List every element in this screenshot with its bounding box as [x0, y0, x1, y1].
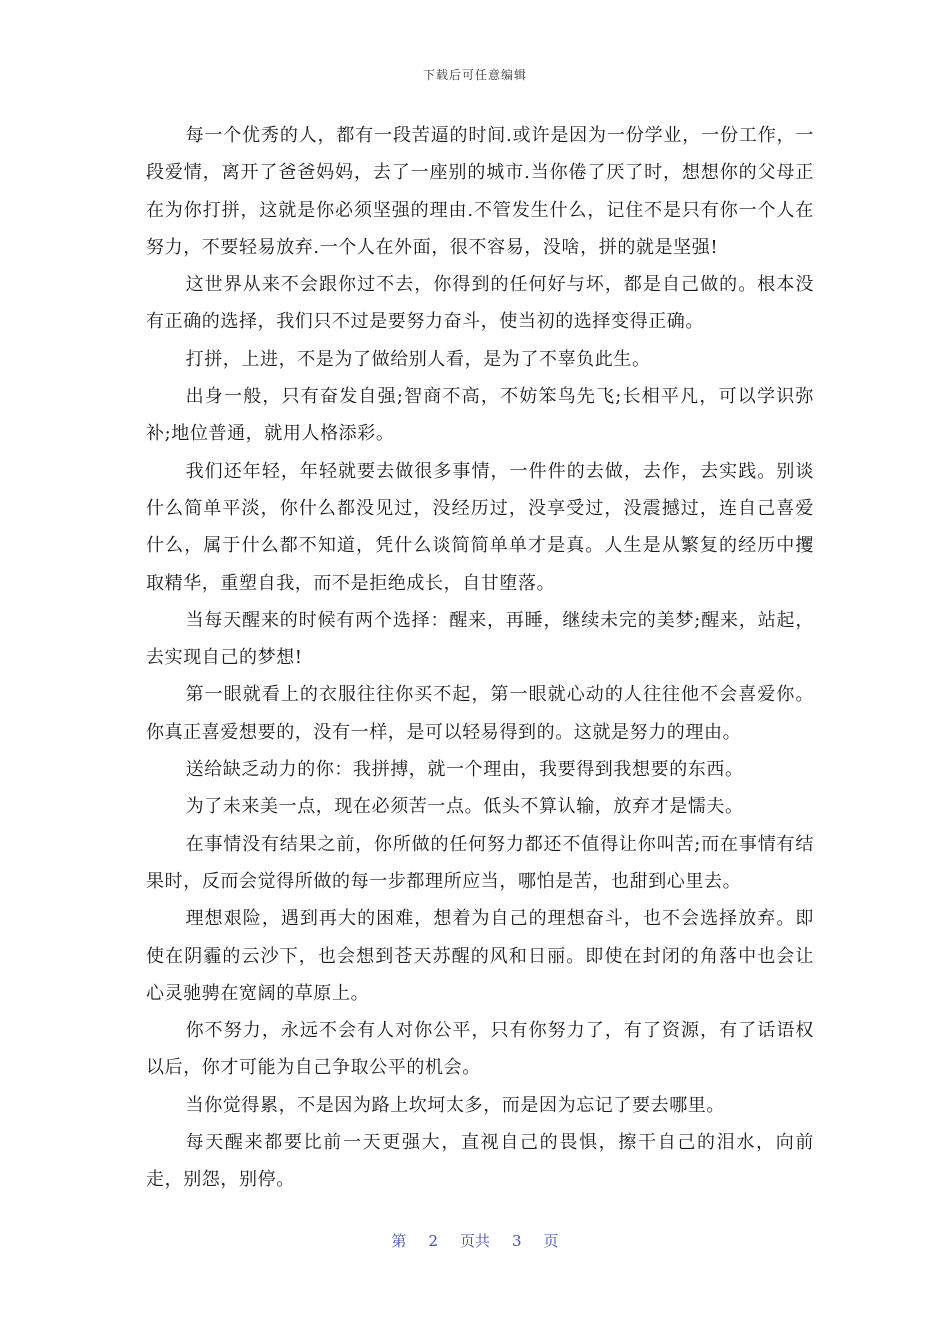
- paragraph: 打拼，上进，不是为了做给别人看，是为了不辜负此生。: [185, 348, 651, 370]
- page-number-footer: [0, 1230, 950, 1251]
- paragraph: 每天醒来都要比前一天更强大，直视自己的畏惧，擦干自己的泪水，向前走，别怨，别停。: [146, 1132, 814, 1191]
- paragraph: 出身一般，只有奋发自强;智商不高，不妨笨鸟先飞;长相平凡，可以学识弥补;地位普通，就用人格添彩。: [146, 386, 814, 445]
- current-page-number: 2: [428, 1232, 438, 1250]
- paragraph: 我们还年轻，年轻就要去做很多事情，一件件的去做，去作，去实践。别谈什么简单平淡，你什么都没见过，没经历过，没享受过，没震撼过，连自己喜爱什么，属于什么都不知道，凭什么谈简简单单才是真。人生是从繁复的经历中攫取精华，重塑自我，而不是拒绝成长，自甘堕落。: [146, 460, 814, 594]
- footer-suffix: 页: [543, 1232, 559, 1250]
- footer-middle: 页共: [459, 1232, 490, 1250]
- document-body: [146, 117, 814, 1199]
- paragraph: 理想艰险，遇到再大的困难，想着为自己的理想奋斗，也不会选择放弃。即使在阴霾的云沙下，也会想到苍天苏醒的风和日丽。即使在封闭的角落中也会让心灵驰骋在宽阔的草原上。: [146, 908, 814, 1004]
- paragraph: 每一个优秀的人，都有一段苦逼的时间.或许是因为一份学业，一份工作，一段爱情，离开了爸爸妈妈，去了一座别的城市.当你倦了厌了时，想想你的父母正在为你打拼，这就是你必须坚强的理由.不管发生什么，记住不是只有你一个人在努力，不要轻易放弃.一个人在外面，很不容易，没啥，拼的就是坚强!: [146, 125, 814, 258]
- footer-prefix: 第: [391, 1232, 407, 1250]
- paragraph: 当你觉得累，不是因为路上坎坷太多，而是因为忘记了要去哪里。: [185, 1094, 725, 1116]
- page-header: 下载后可任意编辑: [422, 68, 527, 82]
- paragraph: 第一眼就看上的衣服往往你买不起，第一眼就心动的人往往他不会喜爱你。你真正喜爱想要的，没有一样，是可以轻易得到的。这就是努力的理由。: [146, 684, 814, 743]
- paragraph: 当每天醒来的时候有两个选择：醒来，再睡，继续未完的美梦;醒来，站起，去实现自己的梦想!: [146, 609, 814, 669]
- paragraph: 这世界从来不会跟你过不去，你得到的任何好与坏，都是自己做的。根本没有正确的选择，我们只不过是要努力奋斗，使当初的选择变得正确。: [146, 274, 814, 333]
- paragraph: 为了未来美一点，现在必须苦一点。低头不算认输，放弃才是懦夫。: [185, 796, 744, 818]
- paragraph: 送给缺乏动力的你：我拼搏，就一个理由，我要得到我想要的东西。: [185, 759, 744, 781]
- paragraph: 在事情没有结果之前，你所做的任何努力都还不值得让你叫苦;而在事情有结果时，反而会觉得所做的每一步都理所应当，哪怕是苦，也甜到心里去。: [146, 833, 814, 892]
- total-pages-number: 3: [512, 1232, 522, 1250]
- paragraph: 你不努力，永远不会有人对你公平，只有你努力了，有了资源，有了话语权以后，你才可能为自己争取公平的机会。: [146, 1020, 814, 1079]
